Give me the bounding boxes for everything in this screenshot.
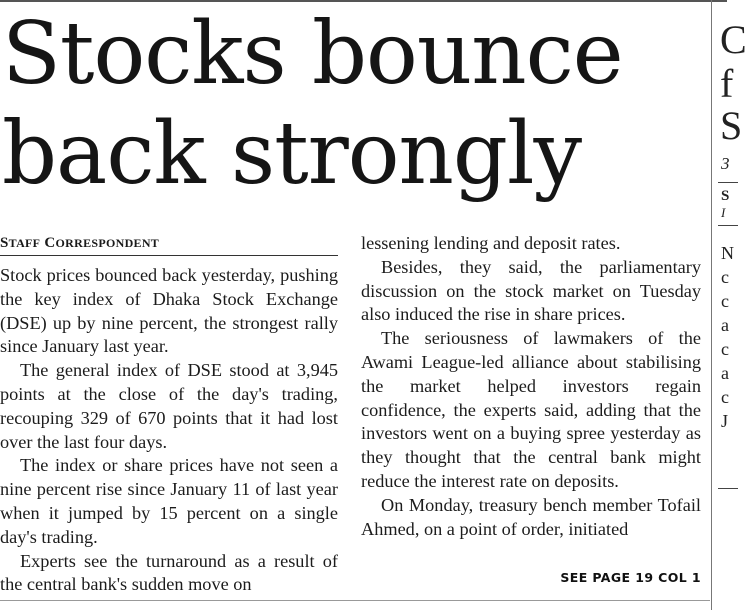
adjacent-byline-fragment: S [721, 188, 730, 204]
headline-line-2: back strongly [2, 104, 582, 204]
continuation-jump-line: SEE PAGE 19 COL 1 [560, 570, 701, 585]
column-divider [711, 0, 712, 610]
adjacent-text-fragment: c [721, 267, 729, 287]
adjacent-article-fragment [718, 0, 747, 610]
paragraph: lessening lending and deposit rates. [361, 233, 621, 253]
article-column-1 [0, 232, 338, 597]
bottom-rule [0, 600, 710, 601]
article-column-2 [361, 232, 701, 541]
byline-rest-2: ORRESPONDENT [55, 236, 160, 250]
adjacent-text-fragment: c [721, 291, 729, 311]
adjacent-rule [718, 225, 738, 226]
paragraph: The seriousness of lawmakers of the Awami League-led alliance about stabilising the market helped investors regain confidence, the experts said, adding that the investors went on a buying spree yesterday as they thought that the central bank might reduce the interest rate on deposits. [361, 328, 701, 491]
paragraph: Experts see the turnaround as a result of the central bank's sudden move on [0, 550, 338, 595]
adjacent-rule [718, 488, 738, 489]
byline [0, 232, 338, 256]
adjacent-headline-fragment: C [720, 17, 747, 62]
byline-initial-1: S [0, 235, 9, 251]
byline-rest-1: TAFF [8, 236, 41, 250]
adjacent-text-fragment: a [721, 363, 729, 383]
adjacent-text-fragment: N [721, 243, 734, 263]
paragraph: The general index of DSE stood at 3,945 points at the close of the day's trading, recouping 329 of 670 points that it had lost over the last four days. [0, 360, 338, 452]
paragraph: The index or share prices have not seen a nine percent rise since January 11 of last year when it jumped by 15 percent on a single day's trading. [0, 455, 338, 547]
top-rule [0, 0, 727, 2]
paragraph: On Monday, treasury bench member Tofail Ahmed, on a point of order, initiated [361, 494, 701, 539]
adjacent-text-fragment: c [721, 339, 729, 359]
adjacent-headline-fragment: S [720, 103, 743, 148]
adjacent-text-fragment: J [721, 411, 729, 431]
adjacent-subline-fragment: 3 [721, 154, 730, 173]
byline-initial-2: C [44, 235, 56, 251]
paragraph: Stock prices bounced back yesterday, pushing the key index of Dhaka Stock Exchange (DSE) up by nine percent, the strongest rally since January last year. [0, 265, 338, 357]
adjacent-headline-fragment: f [720, 61, 734, 106]
headline [2, 4, 702, 204]
adjacent-text-fragment: c [721, 387, 729, 407]
paragraph: Besides, they said, the parliamentary discussion on the stock market on Tuesday also induced the rise in share prices. [361, 256, 701, 325]
adjacent-byline-sub-fragment: I [721, 205, 726, 220]
adjacent-rule [718, 182, 738, 183]
adjacent-text-fragment: a [721, 315, 729, 335]
headline-line-1: Stocks bounce [2, 4, 623, 104]
